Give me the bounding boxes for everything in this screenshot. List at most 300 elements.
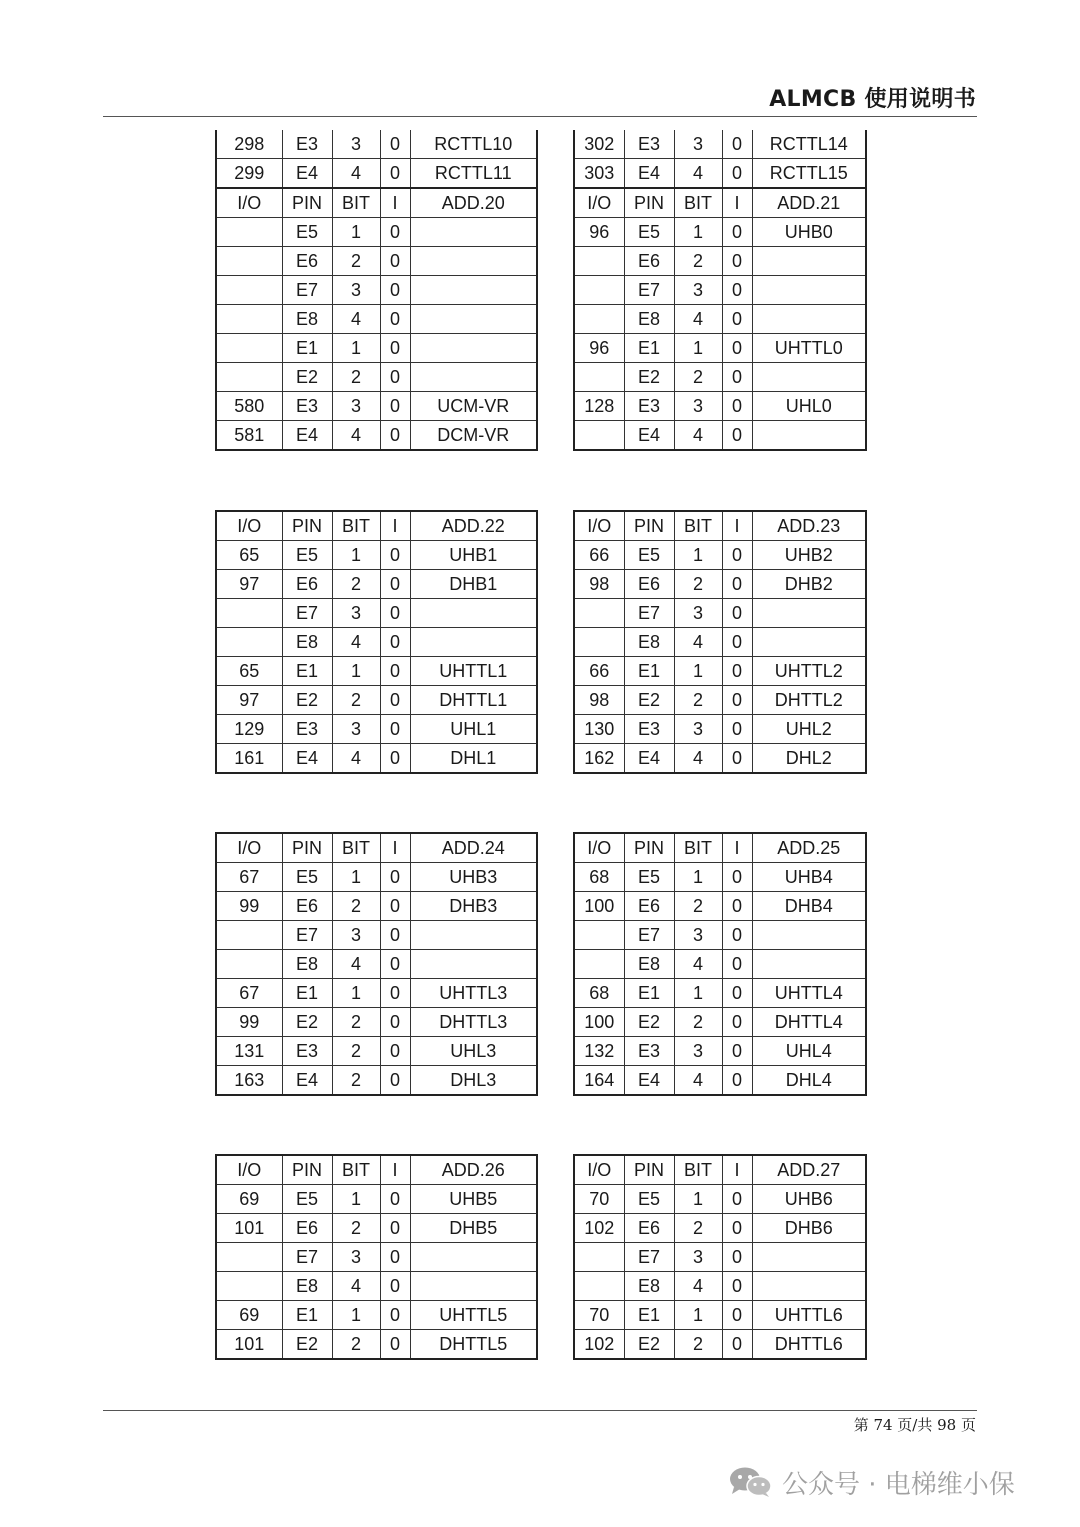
bit-cell: 2: [674, 1008, 722, 1037]
io-cell: 132: [574, 1037, 624, 1066]
io-cell: 100: [574, 1008, 624, 1037]
i-cell: 0: [722, 979, 752, 1008]
i-cell: 0: [380, 628, 410, 657]
bit-cell: 2: [332, 1037, 380, 1066]
footer-rule: [103, 1410, 977, 1411]
pin-cell: E3: [624, 130, 674, 159]
pin-cell: E2: [624, 363, 674, 392]
table-row: [574, 1301, 866, 1330]
io-cell: [574, 599, 624, 628]
i-cell: 0: [380, 715, 410, 744]
address-cell: ADD.25: [752, 833, 866, 863]
bit-cell: 3: [332, 715, 380, 744]
pin-cell: E6: [282, 247, 332, 276]
io-cell: 299: [216, 159, 282, 189]
table-row: [574, 218, 866, 247]
io-cell: [216, 334, 282, 363]
i-cell: 0: [380, 247, 410, 276]
bit-cell: 1: [332, 979, 380, 1008]
io-cell: [216, 1272, 282, 1301]
address-cell: RCTTL14: [752, 130, 866, 159]
pin-cell: E1: [624, 979, 674, 1008]
io-cell: I/O: [574, 833, 624, 863]
document-title: ALMCB 使用说明书: [769, 87, 976, 112]
bit-cell: 3: [674, 1243, 722, 1272]
address-cell: DHTTL6: [752, 1330, 866, 1360]
io-table-t2-left: [215, 510, 538, 774]
pin-cell: PIN: [282, 511, 332, 541]
i-cell: 0: [380, 130, 410, 159]
table-row: [574, 686, 866, 715]
bit-cell: 4: [674, 628, 722, 657]
pin-cell: PIN: [624, 188, 674, 218]
address-cell: DHL2: [752, 744, 866, 774]
table-row: [574, 276, 866, 305]
io-cell: 97: [216, 686, 282, 715]
address-cell: DHL1: [410, 744, 537, 774]
table-row: [216, 657, 537, 686]
table-row: [216, 1214, 537, 1243]
i-cell: 0: [380, 1272, 410, 1301]
address-cell: UCM-VR: [410, 392, 537, 421]
address-cell: UHTTL3: [410, 979, 537, 1008]
io-cell: [216, 921, 282, 950]
bit-cell: 2: [674, 892, 722, 921]
table-row: [216, 363, 537, 392]
bit-cell: 3: [332, 921, 380, 950]
bit-cell: 1: [332, 541, 380, 570]
address-cell: [752, 276, 866, 305]
bit-cell: 4: [674, 744, 722, 774]
table-row: [216, 744, 537, 774]
address-cell: [752, 921, 866, 950]
io-cell: 68: [574, 863, 624, 892]
address-cell: [752, 421, 866, 451]
io-cell: [574, 950, 624, 979]
io-cell: 69: [216, 1301, 282, 1330]
bit-cell: 1: [674, 863, 722, 892]
pin-cell: E1: [282, 1301, 332, 1330]
pin-cell: PIN: [624, 511, 674, 541]
bit-cell: 3: [674, 392, 722, 421]
i-cell: 0: [380, 1037, 410, 1066]
pin-cell: E3: [282, 1037, 332, 1066]
i-cell: 0: [380, 863, 410, 892]
bit-cell: 1: [332, 657, 380, 686]
i-cell: 0: [722, 1214, 752, 1243]
pin-cell: E2: [282, 1008, 332, 1037]
io-cell: 164: [574, 1066, 624, 1096]
address-cell: [410, 305, 537, 334]
pin-cell: E7: [282, 599, 332, 628]
address-cell: RCTTL11: [410, 159, 537, 189]
address-cell: DHB4: [752, 892, 866, 921]
address-cell: [410, 599, 537, 628]
pin-cell: E8: [282, 305, 332, 334]
bit-cell: BIT: [332, 188, 380, 218]
address-cell: [410, 218, 537, 247]
pin-cell: E1: [624, 657, 674, 686]
i-cell: 0: [380, 1330, 410, 1360]
i-cell: I: [380, 188, 410, 218]
table-header-row: [574, 188, 866, 218]
address-cell: [410, 628, 537, 657]
bit-cell: 1: [332, 1301, 380, 1330]
i-cell: 0: [722, 1301, 752, 1330]
address-cell: [410, 247, 537, 276]
pin-cell: E6: [624, 1214, 674, 1243]
address-cell: UHTTL0: [752, 334, 866, 363]
pin-cell: E4: [624, 421, 674, 451]
pin-cell: E8: [624, 950, 674, 979]
i-cell: 0: [722, 921, 752, 950]
pin-cell: PIN: [624, 1155, 674, 1185]
io-cell: [216, 247, 282, 276]
i-cell: 0: [722, 1272, 752, 1301]
io-cell: 66: [574, 657, 624, 686]
address-cell: ADD.20: [410, 188, 537, 218]
pin-cell: E6: [282, 1214, 332, 1243]
pin-cell: PIN: [282, 188, 332, 218]
pin-cell: E4: [282, 744, 332, 774]
pin-cell: E8: [282, 628, 332, 657]
io-cell: [216, 950, 282, 979]
i-cell: 0: [722, 863, 752, 892]
io-cell: [216, 305, 282, 334]
i-cell: 0: [380, 1185, 410, 1214]
address-cell: DHB6: [752, 1214, 866, 1243]
table-header-row: [216, 1155, 537, 1185]
address-cell: UHB4: [752, 863, 866, 892]
table-row: [216, 686, 537, 715]
address-cell: UHTTL6: [752, 1301, 866, 1330]
address-cell: DHB5: [410, 1214, 537, 1243]
bit-cell: 1: [674, 1185, 722, 1214]
table-row: [216, 421, 537, 451]
io-cell: 96: [574, 218, 624, 247]
io-cell: 65: [216, 541, 282, 570]
io-cell: 129: [216, 715, 282, 744]
bit-cell: 3: [674, 276, 722, 305]
pin-cell: E8: [624, 628, 674, 657]
i-cell: 0: [380, 1243, 410, 1272]
watermark-text: 公众号 · 电梯维小保: [782, 1469, 1015, 1500]
table-row: [216, 950, 537, 979]
io-cell: [574, 1243, 624, 1272]
pin-cell: E7: [282, 921, 332, 950]
pin-cell: E8: [624, 305, 674, 334]
table-row: [574, 421, 866, 451]
address-cell: [410, 1243, 537, 1272]
pin-cell: E2: [282, 686, 332, 715]
io-cell: 67: [216, 863, 282, 892]
io-table-t2-right: [573, 510, 867, 774]
bit-cell: 2: [332, 570, 380, 599]
pin-cell: E7: [282, 276, 332, 305]
pin-cell: E4: [282, 1066, 332, 1096]
pin-cell: E6: [624, 892, 674, 921]
i-cell: 0: [380, 744, 410, 774]
io-cell: [216, 628, 282, 657]
io-table-t3-right: [573, 832, 867, 1096]
bit-cell: 3: [674, 921, 722, 950]
table-row: [216, 628, 537, 657]
i-cell: 0: [722, 1330, 752, 1360]
address-cell: DHTTL2: [752, 686, 866, 715]
i-cell: 0: [380, 657, 410, 686]
i-cell: 0: [722, 628, 752, 657]
table-row: [574, 159, 866, 189]
io-cell: [574, 421, 624, 451]
address-cell: UHTTL2: [752, 657, 866, 686]
address-cell: DHTTL5: [410, 1330, 537, 1360]
io-cell: 98: [574, 570, 624, 599]
pin-cell: E6: [282, 892, 332, 921]
address-cell: UHTTL1: [410, 657, 537, 686]
address-cell: UHTTL4: [752, 979, 866, 1008]
bit-cell: BIT: [674, 511, 722, 541]
address-cell: [410, 334, 537, 363]
address-cell: UHL0: [752, 392, 866, 421]
pin-cell: PIN: [282, 833, 332, 863]
bit-cell: 3: [674, 599, 722, 628]
table-row: [574, 570, 866, 599]
address-cell: RCTTL10: [410, 130, 537, 159]
address-cell: ADD.23: [752, 511, 866, 541]
i-cell: I: [722, 1155, 752, 1185]
address-cell: DHL3: [410, 1066, 537, 1096]
bit-cell: 1: [674, 334, 722, 363]
io-cell: I/O: [574, 1155, 624, 1185]
address-cell: ADD.22: [410, 511, 537, 541]
i-cell: 0: [722, 744, 752, 774]
i-cell: 0: [380, 570, 410, 599]
table-row: [574, 130, 866, 159]
table-row: [216, 334, 537, 363]
pin-cell: E2: [624, 686, 674, 715]
pin-cell: E5: [282, 1185, 332, 1214]
i-cell: 0: [722, 686, 752, 715]
pin-cell: E2: [624, 1330, 674, 1360]
address-cell: DHB2: [752, 570, 866, 599]
table-row: [574, 950, 866, 979]
io-cell: 68: [574, 979, 624, 1008]
table-row: [216, 599, 537, 628]
pin-cell: E1: [282, 334, 332, 363]
bit-cell: 3: [332, 1243, 380, 1272]
io-table-t1-left: [215, 130, 538, 451]
io-cell: [216, 276, 282, 305]
address-cell: UHB1: [410, 541, 537, 570]
bit-cell: 2: [332, 686, 380, 715]
table-row: [574, 541, 866, 570]
i-cell: I: [380, 833, 410, 863]
pin-cell: E5: [282, 541, 332, 570]
i-cell: 0: [380, 276, 410, 305]
bit-cell: 4: [674, 1066, 722, 1096]
bit-cell: 3: [674, 715, 722, 744]
bit-cell: 2: [674, 1330, 722, 1360]
bit-cell: BIT: [674, 833, 722, 863]
i-cell: 0: [722, 1037, 752, 1066]
table-row: [574, 744, 866, 774]
bit-cell: 4: [332, 159, 380, 189]
i-cell: I: [380, 1155, 410, 1185]
bit-cell: 2: [332, 1066, 380, 1096]
table-row: [216, 218, 537, 247]
i-cell: 0: [722, 276, 752, 305]
bit-cell: 4: [332, 421, 380, 451]
pin-cell: E3: [282, 130, 332, 159]
address-cell: UHB5: [410, 1185, 537, 1214]
io-cell: [574, 363, 624, 392]
bit-cell: 1: [332, 863, 380, 892]
bit-cell: 4: [332, 950, 380, 979]
io-cell: 303: [574, 159, 624, 189]
i-cell: 0: [380, 686, 410, 715]
io-cell: 65: [216, 657, 282, 686]
table-row: [574, 863, 866, 892]
address-cell: ADD.21: [752, 188, 866, 218]
table-row: [216, 130, 537, 159]
table-row: [216, 541, 537, 570]
address-cell: [752, 1272, 866, 1301]
address-cell: DHTTL1: [410, 686, 537, 715]
bit-cell: 4: [674, 305, 722, 334]
io-table-t3-left: [215, 832, 538, 1096]
bit-cell: BIT: [332, 1155, 380, 1185]
io-table-t4-right: [573, 1154, 867, 1360]
header-rule: [103, 116, 977, 117]
table-row: [574, 979, 866, 1008]
bit-cell: 3: [332, 392, 380, 421]
io-cell: 162: [574, 744, 624, 774]
address-cell: ADD.27: [752, 1155, 866, 1185]
i-cell: 0: [380, 892, 410, 921]
io-cell: 581: [216, 421, 282, 451]
table-header-row: [216, 511, 537, 541]
io-cell: I/O: [574, 511, 624, 541]
bit-cell: 4: [674, 421, 722, 451]
bit-cell: 2: [674, 1214, 722, 1243]
io-cell: [574, 276, 624, 305]
table-row: [216, 247, 537, 276]
io-cell: 99: [216, 1008, 282, 1037]
pin-cell: E3: [624, 392, 674, 421]
address-cell: [410, 363, 537, 392]
table-row: [574, 1330, 866, 1360]
table-row: [216, 159, 537, 189]
table-row: [216, 1185, 537, 1214]
table-header-row: [574, 511, 866, 541]
bit-cell: 1: [332, 1185, 380, 1214]
address-cell: [410, 276, 537, 305]
bit-cell: 3: [332, 130, 380, 159]
io-cell: 98: [574, 686, 624, 715]
i-cell: 0: [722, 541, 752, 570]
address-cell: UHL3: [410, 1037, 537, 1066]
bit-cell: 3: [674, 1037, 722, 1066]
io-cell: 100: [574, 892, 624, 921]
pin-cell: E4: [282, 159, 332, 189]
i-cell: 0: [722, 421, 752, 451]
pin-cell: E7: [624, 1243, 674, 1272]
address-cell: UHL1: [410, 715, 537, 744]
address-cell: [752, 950, 866, 979]
io-cell: 96: [574, 334, 624, 363]
pin-cell: E1: [624, 334, 674, 363]
pin-cell: E5: [624, 863, 674, 892]
bit-cell: 2: [332, 247, 380, 276]
pin-cell: E2: [624, 1008, 674, 1037]
i-cell: 0: [380, 305, 410, 334]
bit-cell: BIT: [674, 188, 722, 218]
io-cell: 66: [574, 541, 624, 570]
i-cell: 0: [380, 421, 410, 451]
io-cell: 161: [216, 744, 282, 774]
bit-cell: 1: [674, 657, 722, 686]
wechat-icon: [728, 1466, 774, 1498]
pin-cell: E7: [624, 921, 674, 950]
table-row: [216, 1243, 537, 1272]
address-cell: [752, 628, 866, 657]
address-cell: UHL2: [752, 715, 866, 744]
bit-cell: 1: [674, 979, 722, 1008]
address-cell: UHB2: [752, 541, 866, 570]
pin-cell: E8: [624, 1272, 674, 1301]
address-cell: RCTTL15: [752, 159, 866, 189]
table-row: [216, 921, 537, 950]
address-cell: DHTTL4: [752, 1008, 866, 1037]
pin-cell: PIN: [282, 1155, 332, 1185]
i-cell: 0: [722, 1243, 752, 1272]
io-cell: 99: [216, 892, 282, 921]
io-cell: I/O: [216, 1155, 282, 1185]
address-cell: UHB3: [410, 863, 537, 892]
pin-cell: E5: [282, 218, 332, 247]
address-cell: [410, 1272, 537, 1301]
pin-cell: E3: [282, 392, 332, 421]
pin-cell: E4: [624, 744, 674, 774]
table-row: [574, 334, 866, 363]
bit-cell: 3: [332, 599, 380, 628]
io-cell: 128: [574, 392, 624, 421]
table-row: [216, 979, 537, 1008]
table-row: [216, 570, 537, 599]
pin-cell: E1: [624, 1301, 674, 1330]
i-cell: 0: [380, 979, 410, 1008]
i-cell: 0: [380, 218, 410, 247]
bit-cell: 2: [332, 892, 380, 921]
address-cell: [752, 305, 866, 334]
i-cell: 0: [722, 570, 752, 599]
pin-cell: E5: [624, 1185, 674, 1214]
bit-cell: 2: [674, 570, 722, 599]
address-cell: ADD.24: [410, 833, 537, 863]
table-row: [216, 392, 537, 421]
pin-cell: E5: [624, 218, 674, 247]
table-row: [574, 599, 866, 628]
address-cell: DHB1: [410, 570, 537, 599]
table-row: [574, 1272, 866, 1301]
i-cell: 0: [722, 715, 752, 744]
i-cell: 0: [722, 363, 752, 392]
bit-cell: 1: [674, 1301, 722, 1330]
i-cell: 0: [380, 159, 410, 189]
pin-cell: E2: [282, 363, 332, 392]
i-cell: 0: [722, 892, 752, 921]
table-header-row: [574, 833, 866, 863]
